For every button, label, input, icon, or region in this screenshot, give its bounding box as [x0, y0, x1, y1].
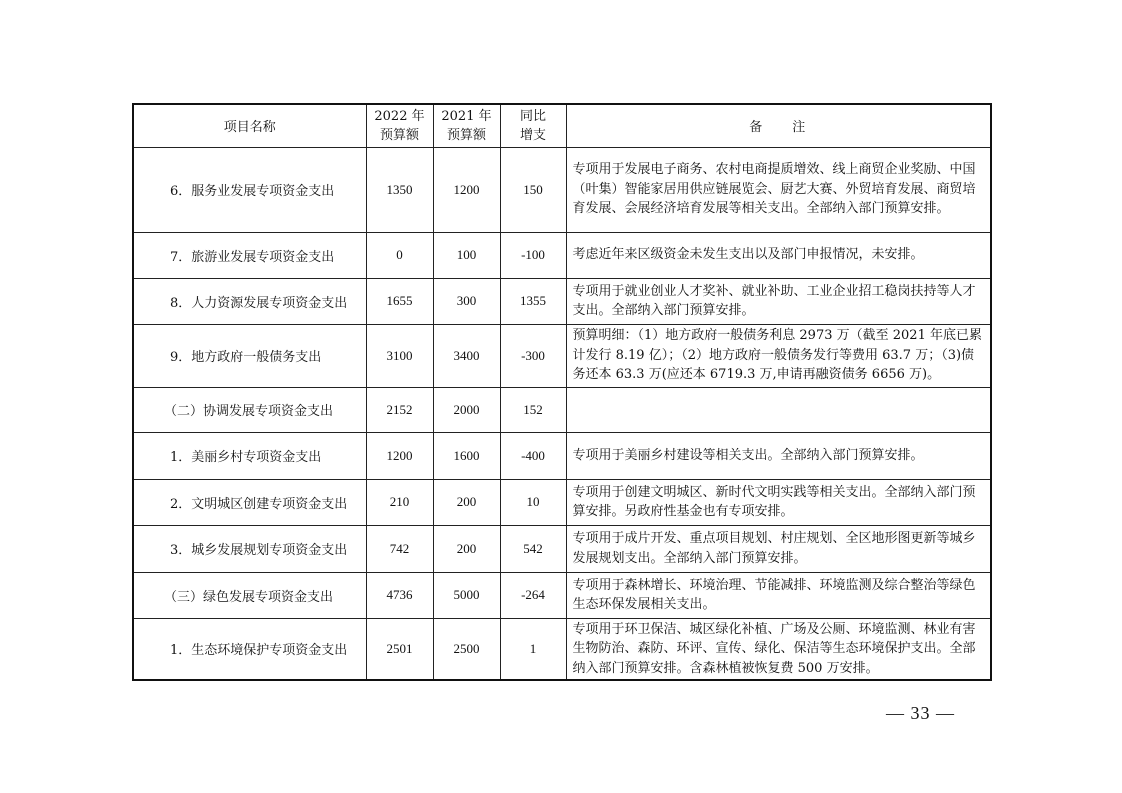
row-change: -264	[500, 572, 566, 618]
budget-table	[132, 103, 992, 681]
row-2021: 200	[433, 479, 500, 525]
row-name: 6．服务业发展专项资金支出	[133, 147, 366, 232]
row-name: 3．城乡发展规划专项资金支出	[133, 525, 366, 572]
row-note: 专项用于森林增长、环境治理、节能减排、环境监测及综合整治等绿色生态环保发展相关支出。	[566, 572, 991, 618]
row-note: 专项用于创建文明城区、新时代文明实践等相关支出。全部纳入部门预算安排。另政府性基金也有专项安排。	[566, 479, 991, 525]
header-remarks	[566, 104, 991, 147]
header-2022-line2: 预算额	[379, 127, 419, 143]
row-name: 1．美丽乡村专项资金支出	[133, 432, 366, 479]
row-note: 专项用于就业创业人才奖补、就业补助、工业企业招工稳岗扶持等人才支出。全部纳入部门预算安排。	[566, 278, 991, 324]
row-2021: 1600	[433, 432, 500, 479]
row-2022: 1655	[366, 278, 433, 324]
row-name: 8．人力资源发展专项资金支出	[133, 278, 366, 324]
table-row	[133, 525, 991, 572]
table-row	[133, 387, 991, 432]
row-note: 专项用于美丽乡村建设等相关支出。全部纳入部门预算安排。	[566, 432, 991, 479]
page-number: — 33 —	[886, 703, 955, 723]
row-change: 150	[500, 147, 566, 232]
row-name: （二）协调发展专项资金支出	[133, 387, 366, 432]
row-change: 1	[500, 618, 566, 680]
header-2022-line1: 2022 年	[374, 108, 425, 124]
header-yoy-change	[500, 104, 566, 147]
header-2022-budget	[366, 104, 433, 147]
header-change-line1: 同比	[519, 108, 546, 124]
row-change: 1355	[500, 278, 566, 324]
row-2022: 742	[366, 525, 433, 572]
row-note	[566, 387, 991, 432]
table-row	[133, 479, 991, 525]
header-change-line2: 增支	[519, 127, 546, 143]
table-row	[133, 147, 991, 232]
header-remarks-part1: 备	[749, 120, 765, 136]
row-2021: 300	[433, 278, 500, 324]
row-2022: 4736	[366, 572, 433, 618]
row-note: 专项用于环卫保洁、城区绿化补植、广场及公厕、环境监测、林业有害生物防治、森防、环评、宣传、绿化、保洁等生态环境保护支出。全部纳入部门预算安排。含森林植被恢复费 500 万安排。	[566, 618, 991, 680]
row-2022: 0	[366, 232, 433, 278]
table-header-row	[133, 104, 991, 147]
row-2022: 1200	[366, 432, 433, 479]
row-change: -300	[500, 324, 566, 387]
row-2021: 3400	[433, 324, 500, 387]
table-row	[133, 432, 991, 479]
row-note: 预算明细：（1）地方政府一般债务利息 2973 万（截至 2021 年底已累计发行 8.19 亿）；（2）地方政府一般债务发行等费用 63.7 万；（3)债务还本 63.3 万(应还本 6719.3 万,申请再融资债务 6656 万)。	[566, 324, 991, 387]
row-2022: 1350	[366, 147, 433, 232]
header-project-name: 项目名称	[133, 104, 366, 147]
row-name: 9．地方政府一般债务支出	[133, 324, 366, 387]
header-2021-budget	[433, 104, 500, 147]
row-change: -100	[500, 232, 566, 278]
table-row	[133, 278, 991, 324]
row-2021: 1200	[433, 147, 500, 232]
row-change: 542	[500, 525, 566, 572]
row-name: 2．文明城区创建专项资金支出	[133, 479, 366, 525]
row-2021: 100	[433, 232, 500, 278]
table-row	[133, 232, 991, 278]
header-2021-line1: 2021 年	[441, 108, 492, 124]
row-note: 考虑近年来区级资金未发生支出以及部门申报情况，未安排。	[566, 232, 991, 278]
row-name: （三）绿色发展专项资金支出	[133, 572, 366, 618]
row-2021: 5000	[433, 572, 500, 618]
table-row	[133, 324, 991, 387]
row-2021: 2500	[433, 618, 500, 680]
row-change: -400	[500, 432, 566, 479]
row-2022: 2152	[366, 387, 433, 432]
row-note: 专项用于发展电子商务、农村电商提质增效、线上商贸企业奖励、中国（叶集）智能家居用供应链展览会、厨艺大赛、外贸培育发展、商贸培育发展、会展经济培育发展等相关支出。全部纳入部门预算安排。	[566, 147, 991, 232]
table-row	[133, 572, 991, 618]
row-2022: 3100	[366, 324, 433, 387]
row-name: 1．生态环境保护专项资金支出	[133, 618, 366, 680]
row-2022: 210	[366, 479, 433, 525]
row-note: 专项用于成片开发、重点项目规划、村庄规划、全区地形图更新等城乡发展规划支出。全部纳入部门预算安排。	[566, 525, 991, 572]
header-2021-line2: 预算额	[446, 127, 486, 143]
table-row	[133, 618, 991, 680]
row-2022: 2501	[366, 618, 433, 680]
row-name: 7．旅游业发展专项资金支出	[133, 232, 366, 278]
row-2021: 2000	[433, 387, 500, 432]
row-change: 10	[500, 479, 566, 525]
row-2021: 200	[433, 525, 500, 572]
row-change: 152	[500, 387, 566, 432]
header-remarks-part2: 注	[792, 120, 808, 136]
